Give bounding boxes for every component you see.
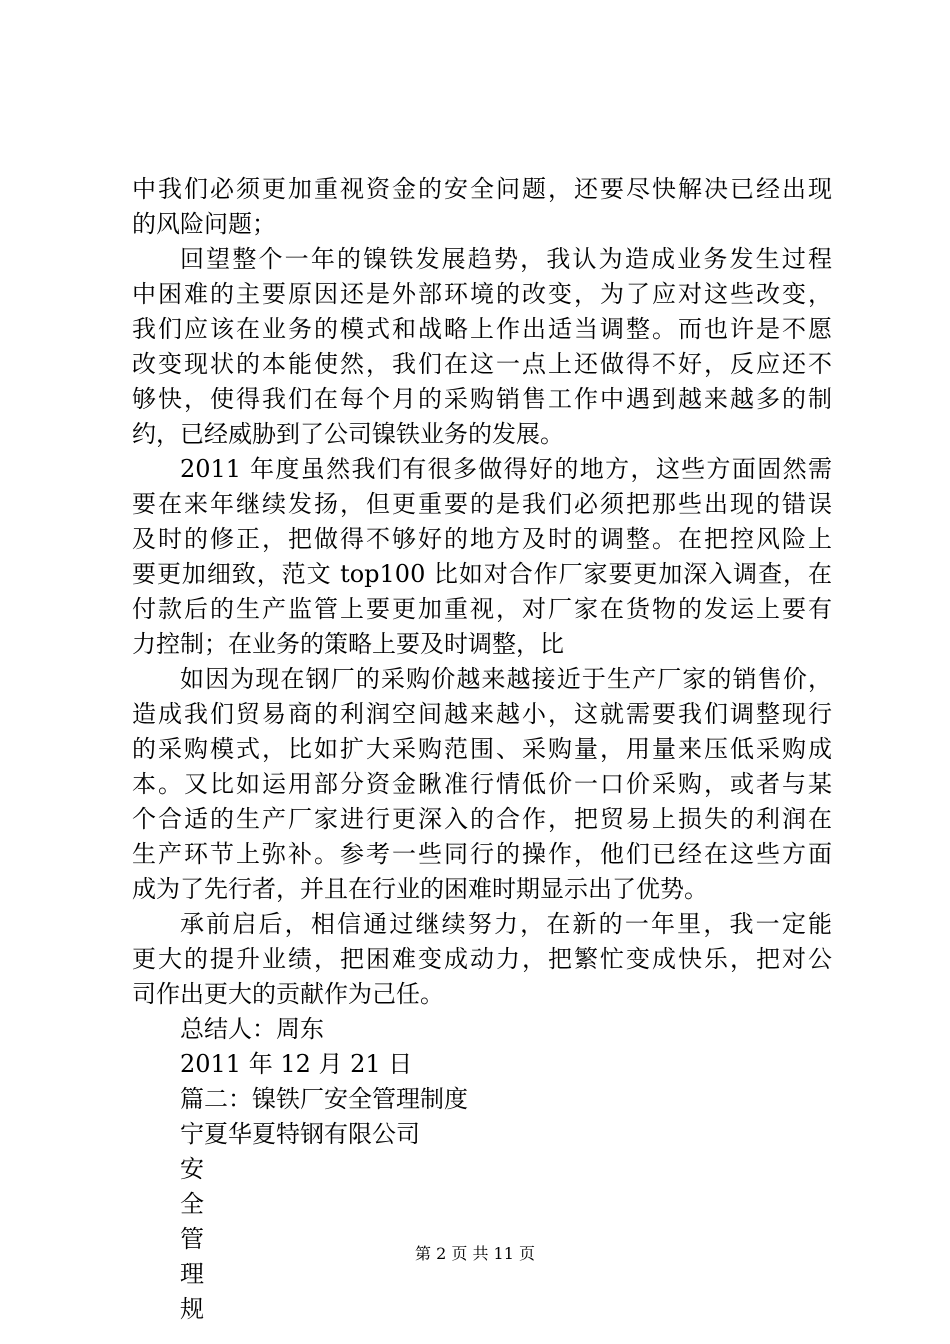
- document-body: [132, 172, 832, 1327]
- text-line: 中困难的主要原因还是外部环境的改变，为了应对这些改变，: [132, 280, 832, 308]
- text-line: 付款后的生产监管上要更加重视，对厂家在货物的发运上要有: [132, 595, 832, 623]
- paragraph-2: [132, 242, 832, 452]
- text-line: 及时的修正，把做得不够好的地方及时的调整。在把控风险上: [132, 525, 832, 553]
- text-line: 如因为现在钢厂的采购价越来越接近于生产厂家的销售价，: [180, 665, 832, 693]
- vertical-char: 全: [180, 1190, 204, 1218]
- vertical-char: 规: [180, 1295, 204, 1323]
- paragraph-5: [132, 907, 832, 1012]
- text-line: 要更加细致，范文 top100 比如对合作厂家要更加深入调查，在: [132, 560, 832, 588]
- date: 2011 年 12 月 21 日: [180, 1050, 413, 1078]
- vertical-char: 理: [180, 1260, 204, 1288]
- paragraph-4: [132, 662, 832, 907]
- text-line: 的采购模式，比如扩大采购范围、采购量，用量来压低采购成: [132, 735, 832, 763]
- page-footer: 第 2 页 共 11 页: [415, 1244, 535, 1263]
- text-line: 要在来年继续发扬，但更重要的是我们必须把那些出现的错误: [132, 490, 832, 518]
- text-line: 生产环节上弥补。参考一些同行的操作，他们已经在这些方面: [132, 840, 832, 868]
- text-line: 回望整个一年的镍铁发展趋势，我认为造成业务发生过程: [180, 245, 832, 273]
- text-line: 承前启后，相信通过继续努力，在新的一年里，我一定能: [180, 910, 832, 938]
- text-line: 力控制；在业务的策略上要及时调整，比: [132, 630, 564, 658]
- text-line: 本。又比如运用部分资金瞅准行情低价一口价采购，或者与某: [132, 770, 832, 798]
- text-line: 够快，使得我们在每个月的采购销售工作中遇到越来越多的制: [132, 385, 832, 413]
- section-title: 篇二：镍铁厂安全管理制度: [180, 1085, 468, 1113]
- vertical-char: 管: [180, 1225, 204, 1253]
- text-line: 中我们必须更加重视资金的安全问题，还要尽快解决已经出现: [132, 175, 832, 203]
- text-line: 的风险问题；: [132, 210, 276, 238]
- text-line: 改变现状的本能使然，我们在这一点上还做得不好，反应还不: [132, 350, 832, 378]
- paragraph-3: [132, 452, 832, 662]
- text-line: 2011 年度虽然我们有很多做得好的地方，这些方面固然需: [180, 455, 832, 483]
- text-line: 我们应该在业务的模式和战略上作出适当调整。而也许是不愿: [132, 315, 832, 343]
- text-line: 个合适的生产厂家进行更深入的合作，把贸易上损失的利润在: [132, 805, 832, 833]
- text-line: 更大的提升业绩，把困难变成动力，把繁忙变成快乐，把对公: [132, 945, 832, 973]
- text-line: 成为了先行者，并且在行业的困难时期显示出了优势。: [132, 875, 708, 903]
- vertical-char: 安: [180, 1155, 204, 1183]
- signature: 总结人：周东: [180, 1015, 324, 1043]
- paragraph-1: [132, 172, 832, 242]
- company-name: 宁夏华夏特钢有限公司: [180, 1120, 420, 1148]
- text-line: 造成我们贸易商的利润空间越来越小，这就需要我们调整现行: [132, 700, 832, 728]
- text-line: 约，已经威胁到了公司镍铁业务的发展。: [132, 420, 564, 448]
- vertical-title: [132, 1152, 832, 1327]
- text-line: 司作出更大的贡献作为己任。: [132, 980, 444, 1008]
